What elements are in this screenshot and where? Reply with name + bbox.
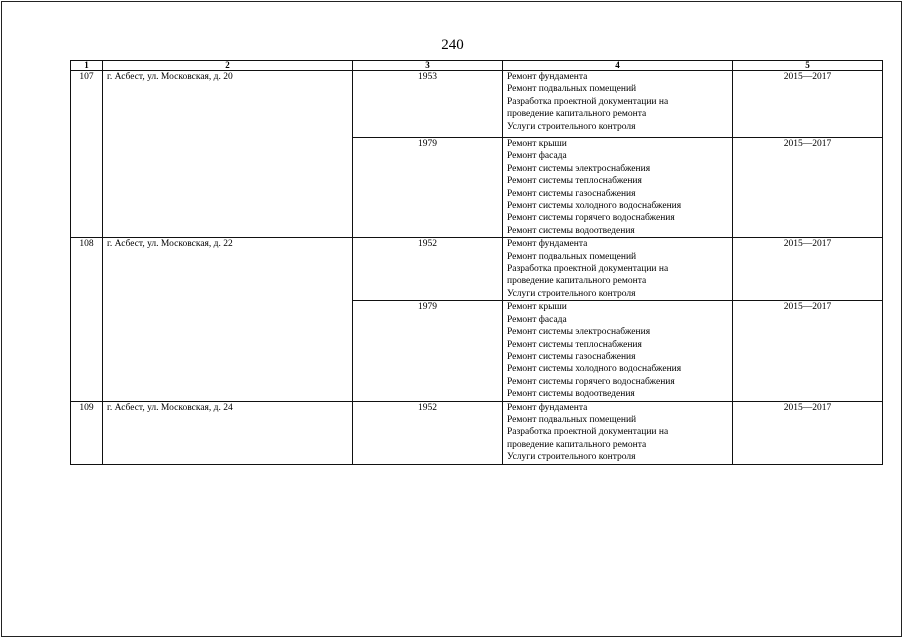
work-item: Ремонт системы водоотведения — [507, 389, 635, 400]
work-item: Ремонт системы холодного водоснабжения — [507, 201, 682, 212]
page-number: 240 — [441, 37, 464, 53]
construction-year: 1979 — [353, 138, 503, 238]
work-item: Ремонт фундамента — [507, 72, 588, 82]
works-list — [503, 238, 733, 301]
table-row — [71, 71, 883, 138]
work-item: Ремонт системы газоснабжения — [507, 351, 636, 362]
table-row — [71, 238, 883, 301]
repair-period: 2015—2017 — [733, 238, 883, 301]
table-header-row — [71, 61, 883, 71]
work-item: Ремонт крыши — [507, 302, 567, 313]
row-number: 107 — [71, 71, 103, 238]
work-item: Ремонт подвальных помещений — [507, 84, 637, 95]
work-item: Разработка проектной документации на — [507, 427, 669, 438]
work-item: Ремонт фасада — [507, 151, 567, 162]
building-address: г. Асбест, ул. Московская, д. 24 — [103, 401, 353, 464]
work-item: Разработка проектной документации на — [507, 96, 669, 107]
work-item: Ремонт системы водоотведения — [507, 225, 635, 236]
work-item: Услуги строительного контроля — [507, 288, 636, 299]
work-item: проведение капитального ремонта — [507, 276, 647, 287]
column-header-3: 3 — [353, 61, 503, 71]
work-item: Ремонт фундамента — [507, 239, 588, 250]
works-list — [503, 301, 733, 401]
repair-period: 2015—2017 — [733, 401, 883, 464]
construction-year: 1953 — [353, 71, 503, 138]
construction-year: 1952 — [353, 401, 503, 464]
row-number: 109 — [71, 401, 103, 464]
works-list — [503, 71, 733, 138]
work-item: проведение капитального ремонта — [507, 109, 647, 120]
work-item: Ремонт системы электроснабжения — [507, 327, 651, 338]
work-item: Разработка проектной документации на — [507, 264, 669, 275]
work-item: Ремонт системы теплоснабжения — [507, 339, 642, 350]
column-header-1: 1 — [71, 61, 103, 71]
repair-period: 2015—2017 — [733, 71, 883, 138]
building-address: г. Асбест, ул. Московская, д. 22 — [103, 238, 353, 401]
works-list — [503, 401, 733, 464]
work-item: Ремонт крыши — [507, 139, 567, 149]
construction-year: 1979 — [353, 301, 503, 401]
row-number: 108 — [71, 238, 103, 401]
work-item: Ремонт системы газоснабжения — [507, 188, 636, 199]
work-item: Ремонт фундамента — [507, 402, 588, 413]
work-item: Ремонт системы горячего водоснабжения — [507, 213, 675, 224]
work-item: Ремонт подвальных помещений — [507, 414, 637, 425]
work-item: Услуги строительного контроля — [507, 121, 636, 132]
work-item: Ремонт системы электроснабжения — [507, 163, 651, 174]
column-header-4: 4 — [503, 61, 733, 71]
works-list — [503, 138, 733, 238]
column-header-5: 5 — [733, 61, 883, 71]
building-address: г. Асбест, ул. Московская, д. 20 — [103, 71, 353, 238]
work-item: проведение капитального ремонта — [507, 439, 647, 450]
work-item: Услуги строительного контроля — [507, 452, 636, 463]
work-item: Ремонт системы горячего водоснабжения — [507, 376, 675, 387]
work-item: Ремонт системы холодного водоснабжения — [507, 364, 682, 375]
repair-period: 2015—2017 — [733, 138, 883, 238]
column-header-2: 2 — [103, 61, 353, 71]
repair-schedule-table — [70, 60, 883, 465]
repair-period: 2015—2017 — [733, 301, 883, 401]
work-item: Ремонт системы теплоснабжения — [507, 176, 642, 187]
construction-year: 1952 — [353, 238, 503, 301]
work-item: Ремонт фасада — [507, 314, 567, 325]
table-row — [71, 401, 883, 464]
work-item: Ремонт подвальных помещений — [507, 251, 637, 262]
